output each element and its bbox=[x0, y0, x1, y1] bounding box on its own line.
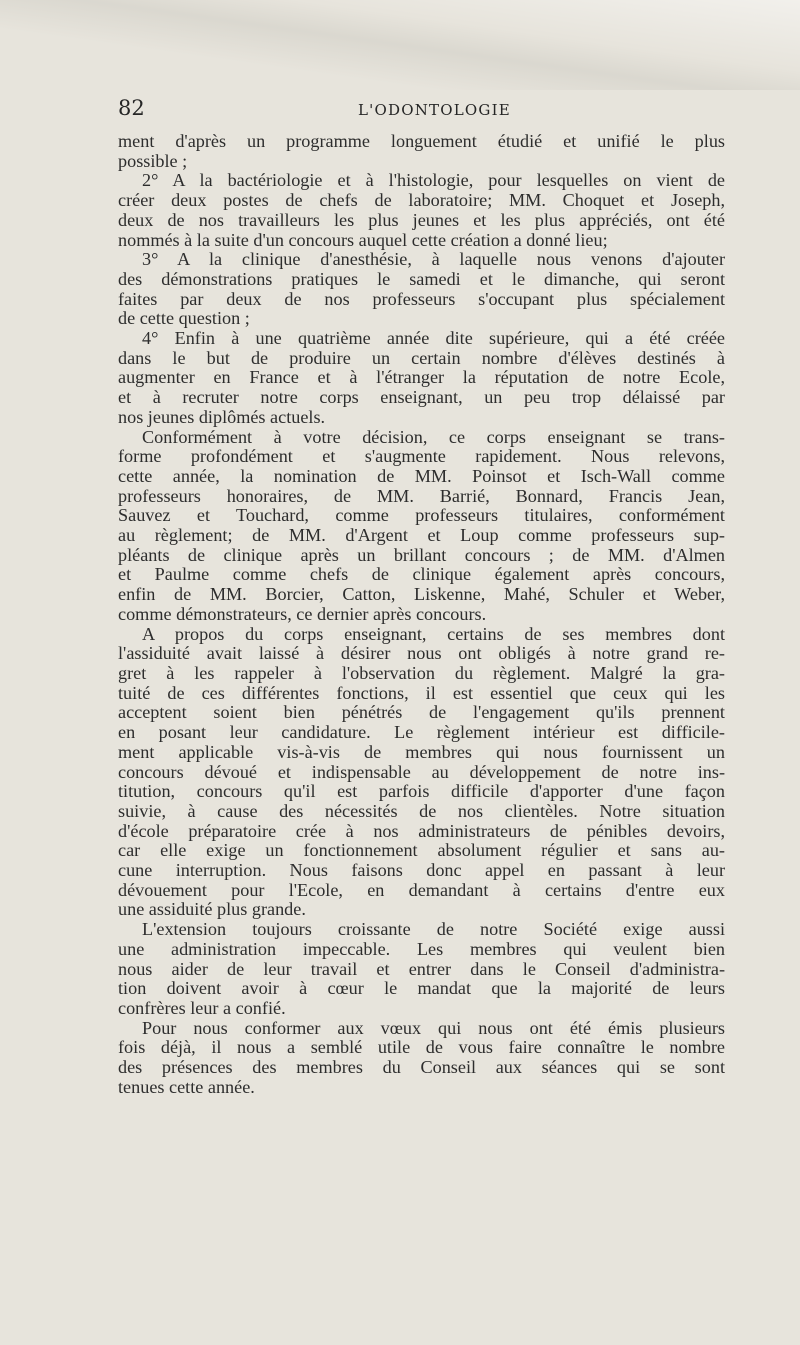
text-line: L'extension toujours croissante de notre Société exige aussi bbox=[142, 919, 725, 940]
text-line: ment d'après un programme longuement étudié et unifié le plus bbox=[118, 131, 725, 151]
text-line: nommés à la suite d'un concours auquel cette création a donné lieu; bbox=[118, 229, 608, 250]
page-header bbox=[118, 96, 725, 126]
text-line: en posant leur candidature. Le règlement intérieur est difficile- bbox=[118, 722, 725, 743]
body-text bbox=[118, 132, 725, 1097]
text-line: forme profondément et s'augmente rapidement. Nous relevons, bbox=[118, 446, 725, 467]
text-line: 3° A la clinique d'anesthésie, à laquelle nous venons d'ajouter bbox=[142, 249, 725, 270]
text-line: Sauvez et Touchard, comme professeurs titulaires, conformément bbox=[118, 505, 725, 526]
text-line: comme démonstrateurs, ce dernier après concours. bbox=[118, 603, 487, 624]
text-line: créer deux postes de chefs de laboratoire; MM. Choquet et Joseph, bbox=[118, 190, 725, 211]
text-line: une assiduité plus grande. bbox=[118, 899, 306, 920]
text-line: d'école préparatoire crée à nos administrateurs de pénibles devoirs, bbox=[118, 820, 725, 841]
text-line: cette année, la nomination de MM. Poinsot et Isch-Wall comme bbox=[118, 465, 725, 486]
text-line: pléants de clinique après un brillant concours ; de MM. d'Almen bbox=[118, 544, 725, 565]
text-line: de cette question ; bbox=[118, 308, 250, 329]
text-line: tenues cette année. bbox=[118, 1076, 255, 1097]
page-number: 82 bbox=[118, 96, 145, 120]
text-line: car elle exige un fonctionnement absolument régulier et sans au- bbox=[118, 840, 725, 861]
text-line: des présences des membres du Conseil aux séances qui se sont bbox=[118, 1057, 725, 1078]
text-line: enfin de MM. Borcier, Catton, Liskenne, Mahé, Schuler et Weber, bbox=[118, 584, 725, 605]
text-line: concours dévoué et indispensable au développement de notre ins- bbox=[118, 761, 725, 782]
text-line: et Paulme comme chefs de clinique également après concours, bbox=[118, 564, 725, 585]
text-line: Pour nous conformer aux vœux qui nous ont été émis plusieurs bbox=[142, 1017, 725, 1038]
text-line: au règlement; de MM. d'Argent et Loup comme professeurs sup- bbox=[118, 525, 725, 546]
text-line: gret à les rappeler à l'observation du règlement. Malgré la gra- bbox=[118, 662, 725, 683]
text-line: A propos du corps enseignant, certains de ses membres dont bbox=[142, 623, 725, 644]
text-line: nous aider de leur travail et entrer dans le Conseil d'administra- bbox=[118, 958, 725, 979]
text-line: nos jeunes diplômés actuels. bbox=[118, 406, 326, 427]
text-line: suivie, à cause des nécessités de nos clientèles. Notre situation bbox=[118, 800, 725, 821]
text-line: tuité de ces différentes fonctions, il est essentiel que ceux qui les bbox=[118, 682, 725, 703]
page-crease-shadow bbox=[0, 0, 800, 90]
text-line: ment applicable vis-à-vis de membres qui nous fournissent un bbox=[118, 741, 725, 762]
text-line: fois déjà, il nous a semblé utile de vous faire connaître le nombre bbox=[118, 1037, 725, 1058]
text-line: l'assiduité avait laissé à désirer nous ont obligés à notre grand re- bbox=[118, 643, 725, 664]
text-line: faites par deux de nos professeurs s'occupant plus spécialement bbox=[118, 288, 725, 309]
text-line: Conformément à votre décision, ce corps enseignant se trans- bbox=[142, 426, 725, 447]
running-title: L'ODONTOLOGIE bbox=[358, 101, 511, 119]
text-line: dévouement pour l'Ecole, en demandant à certains d'entre eux bbox=[118, 879, 725, 900]
text-line: 4° Enfin à une quatrième année dite supérieure, qui a été créée bbox=[142, 328, 725, 349]
text-line: deux de nos travailleurs les plus jeunes et les plus appréciés, ont été bbox=[118, 209, 725, 230]
text-line: possible ; bbox=[118, 150, 188, 171]
text-line: augmenter en France et à l'étranger la réputation de notre Ecole, bbox=[118, 367, 725, 388]
text-line: 2° A la bactériologie et à l'histologie, pour lesquelles on vient de bbox=[142, 170, 725, 191]
text-line: tion doivent avoir à cœur le mandat que la majorité de leurs bbox=[118, 978, 725, 999]
text-line: et à recruter notre corps enseignant, un peu trop délaissé par bbox=[118, 387, 725, 408]
text-line: titution, concours qu'il est parfois difficile d'apporter d'une façon bbox=[118, 781, 725, 802]
text-line: cune interruption. Nous faisons donc appel en passant à leur bbox=[118, 860, 725, 881]
text-line: acceptent soient bien pénétrés de l'engagement qu'ils prennent bbox=[118, 702, 725, 723]
text-line: une administration impeccable. Les membres qui veulent bien bbox=[118, 938, 725, 959]
text-line: professeurs honoraires, de MM. Barrié, Bonnard, Francis Jean, bbox=[118, 485, 725, 506]
text-line: des démonstrations pratiques le samedi et le dimanche, qui seront bbox=[118, 268, 725, 289]
text-line: confrères leur a confié. bbox=[118, 997, 286, 1018]
text-line: dans le but de produire un certain nombre d'élèves destinés à bbox=[118, 347, 725, 368]
